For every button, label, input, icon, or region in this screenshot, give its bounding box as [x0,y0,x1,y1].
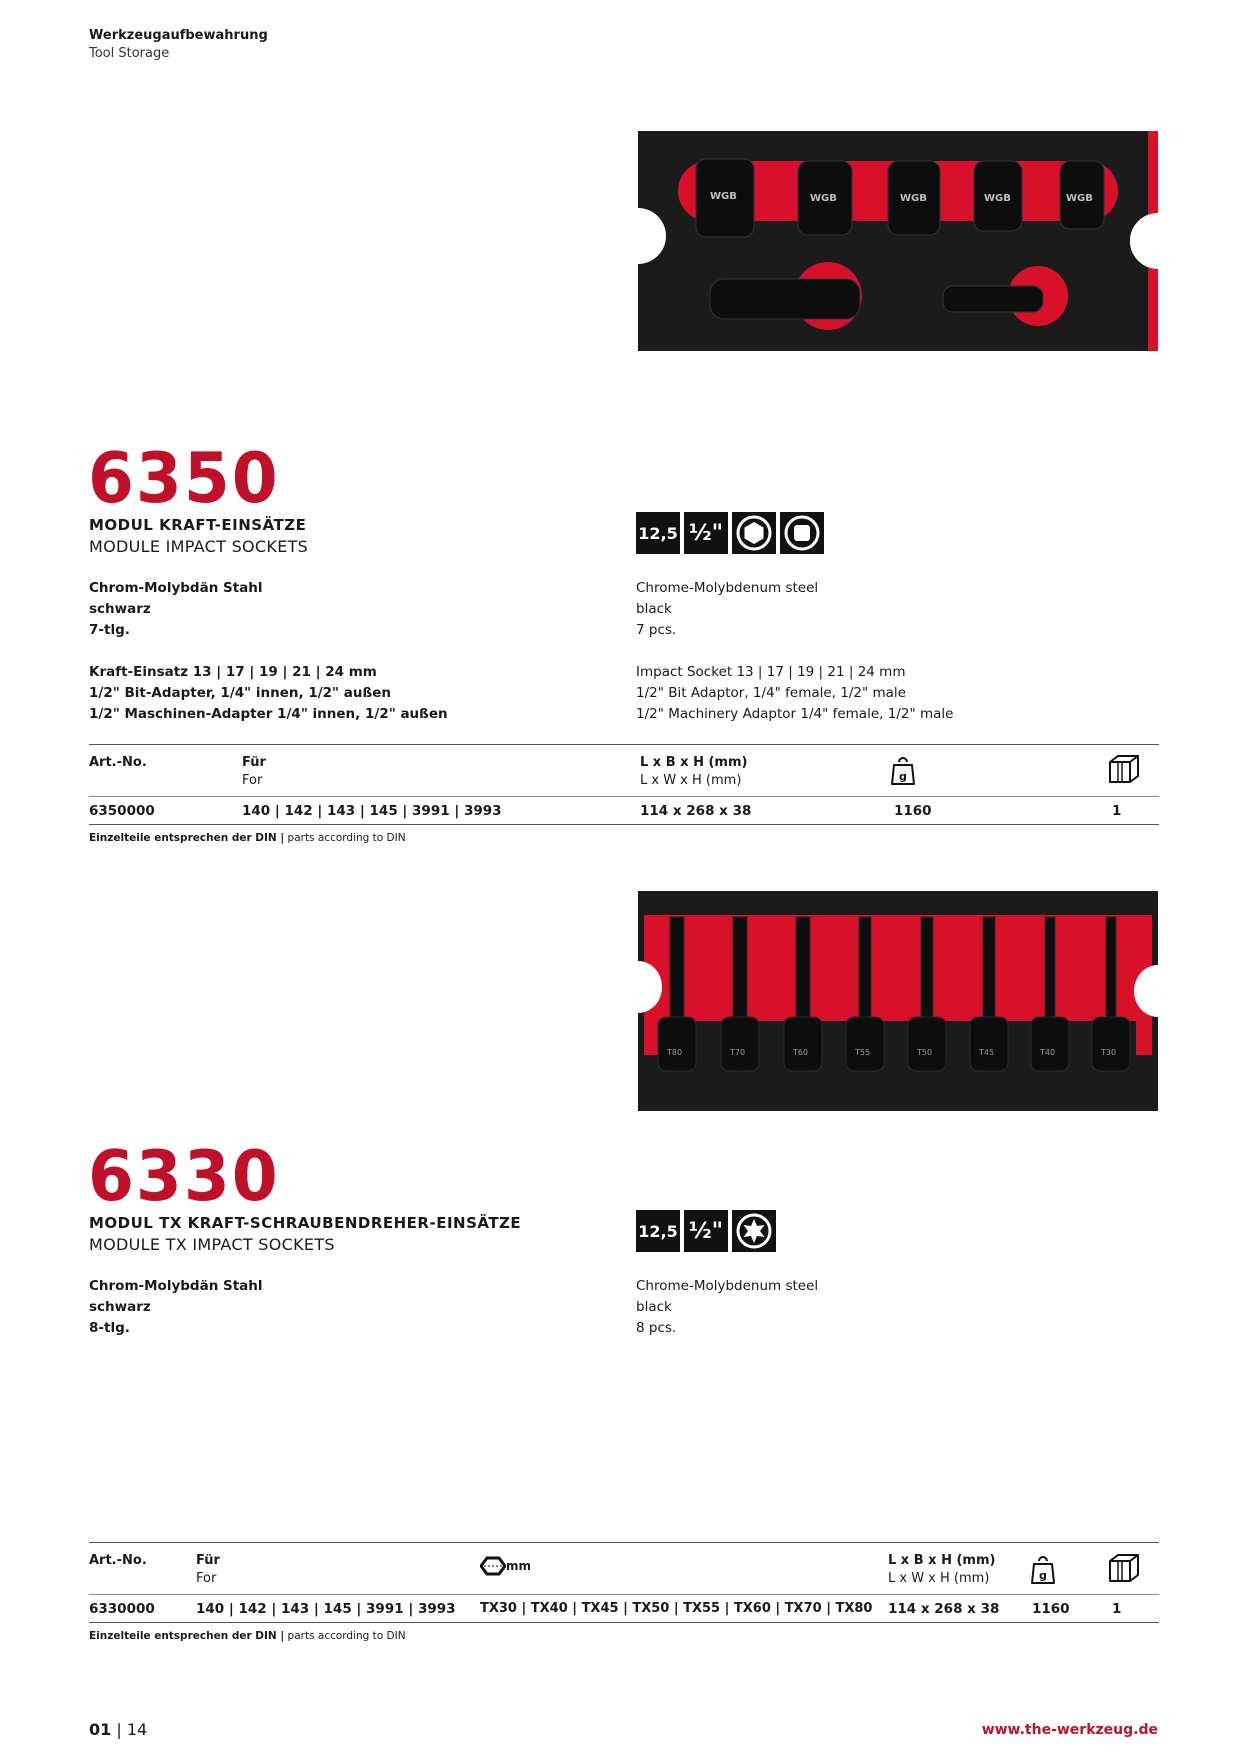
content-list-de [89,662,448,725]
impact-sockets-tray-illustration [638,131,1158,351]
cell-dimensions: 114 x 268 x 38 [640,803,752,819]
size-unit: mm [506,1559,532,1573]
socket-brand-label: WGB [710,191,737,202]
header-title-de: Werkzeugaufbewahrung [89,28,268,43]
col-header-fuer: Für For [196,1553,220,1586]
table-top-rule [89,744,1159,745]
tx-label: T60 [793,1048,809,1057]
drive-size-badge: 12,5 [636,512,680,554]
spec-list-en [636,1276,818,1339]
socket-brand-label: WGB [984,193,1011,204]
spec-list-de [89,1276,263,1339]
socket-brand-label: WGB [1066,193,1093,204]
product-number: 6330 [88,1136,280,1217]
content-list-en [636,662,953,725]
cell-weight: 1160 [1032,1601,1070,1617]
product-photo-impact-sockets [638,131,1158,351]
spec-count-en: 7 pcs. [636,622,677,638]
content-line-en: 1/2" Bit Adaptor, 1/4" female, 1/2" male [636,685,906,701]
content-line-en: 1/2" Machinery Adaptor 1/4" female, 1/2" male [636,706,954,722]
svg-text:g: g [1039,1569,1047,1582]
tx-label: T80 [667,1048,683,1057]
half-inch-badge: ½" [684,512,728,554]
square-drive-icon [780,512,824,554]
spec-list-de [89,578,263,641]
spec-count-de: 8-tlg. [89,1320,130,1336]
spec-list-en [636,578,818,641]
cell-dimensions: 114 x 268 x 38 [888,1601,1000,1617]
cell-sizes: TX30 | TX40 | TX45 | TX50 | TX55 | TX60 | TX70 | TX80 [480,1601,873,1616]
package-quantity-icon [1108,1553,1140,1587]
spec-material-de: Chrom-Molybdän Stahl [89,580,263,596]
header-title-en: Tool Storage [89,46,170,61]
cell-qty: 1 [1112,1601,1122,1617]
weight-icon [1030,1555,1056,1589]
content-line-de: 1/2" Maschinen-Adapter 1/4" innen, 1/2" außen [89,706,448,722]
product-icons [636,1210,776,1252]
col-header-dimensions: L x B x H (mm) L x W x H (mm) [640,755,748,788]
content-line-de: 1/2" Bit-Adapter, 1/4" innen, 1/2" außen [89,685,391,701]
product-title-de: MODUL KRAFT-EINSÄTZE [89,516,307,534]
socket-brand-label: WGB [810,193,837,204]
table-bottom-rule [89,1622,1159,1623]
col-header-art: Art.-No. [89,755,147,770]
product-title-de: MODUL TX KRAFT-SCHRAUBENDREHER-EINSÄTZE [89,1214,522,1232]
col-header-art: Art.-No. [89,1553,147,1568]
cell-art-no: 6350000 [89,803,155,819]
product-icons [636,512,824,554]
din-note: Einzelteile entsprechen der DIN | parts according to DIN [89,1630,406,1642]
col-header-size [480,1556,531,1576]
spec-count-en: 8 pcs. [636,1320,677,1336]
weight-icon [890,756,916,790]
spec-material-de: Chrom-Molybdän Stahl [89,1278,263,1294]
product-number: 6350 [88,438,280,519]
content-line-de: Kraft-Einsatz 13 | 17 | 19 | 21 | 24 mm [89,664,377,680]
spec-count-de: 7-tlg. [89,622,130,638]
product-title-en: MODULE IMPACT SOCKETS [89,537,309,556]
website-link[interactable]: www.the-werkzeug.de [981,1722,1158,1738]
cell-qty: 1 [1112,803,1122,819]
socket-brand-label: WGB [900,193,927,204]
cell-fuer: 140 | 142 | 143 | 145 | 3991 | 3993 [196,1601,456,1617]
col-header-fuer: Für For [242,755,266,788]
package-quantity-icon [1108,754,1140,788]
page-index: 14 [126,1720,148,1739]
cell-weight: 1160 [894,803,932,819]
cell-fuer: 140 | 142 | 143 | 145 | 3991 | 3993 [242,803,502,819]
spec-material-en: Chrome-Molybdenum steel [636,580,819,596]
cell-art-no: 6330000 [89,1601,155,1617]
tx-label: T30 [1101,1048,1117,1057]
product-title-en: MODULE TX IMPACT SOCKETS [89,1235,335,1254]
table-header-rule [89,1594,1159,1595]
page-number: 01 | 14 [89,1720,148,1739]
half-inch-badge: ½" [684,1210,728,1252]
table-bottom-rule [89,824,1159,825]
drive-size-badge: 12,5 [636,1210,680,1252]
spec-color-de: schwarz [89,601,151,617]
tx-label: T45 [979,1048,995,1057]
content-line-en: Impact Socket 13 | 17 | 19 | 21 | 24 mm [636,664,906,680]
tx-sockets-tray-illustration [638,891,1158,1111]
tx-label: T55 [855,1048,871,1057]
spec-color-en: black [636,1299,672,1315]
col-header-dimensions: L x B x H (mm) L x W x H (mm) [888,1553,996,1586]
hex-socket-icon [732,512,776,554]
torx-icon [732,1210,776,1252]
tx-label: T50 [917,1048,933,1057]
din-note: Einzelteile entsprechen der DIN | parts according to DIN [89,832,406,844]
hex-size-icon [480,1556,506,1576]
tx-label: T70 [730,1048,746,1057]
svg-text:g: g [899,770,907,783]
section-number: 01 [89,1720,112,1739]
table-header-rule [89,796,1159,797]
product-photo-tx-sockets [638,891,1158,1111]
spec-color-de: schwarz [89,1299,151,1315]
tx-label: T40 [1040,1048,1056,1057]
spec-material-en: Chrome-Molybdenum steel [636,1278,819,1294]
table-top-rule [89,1542,1159,1543]
spec-color-en: black [636,601,672,617]
